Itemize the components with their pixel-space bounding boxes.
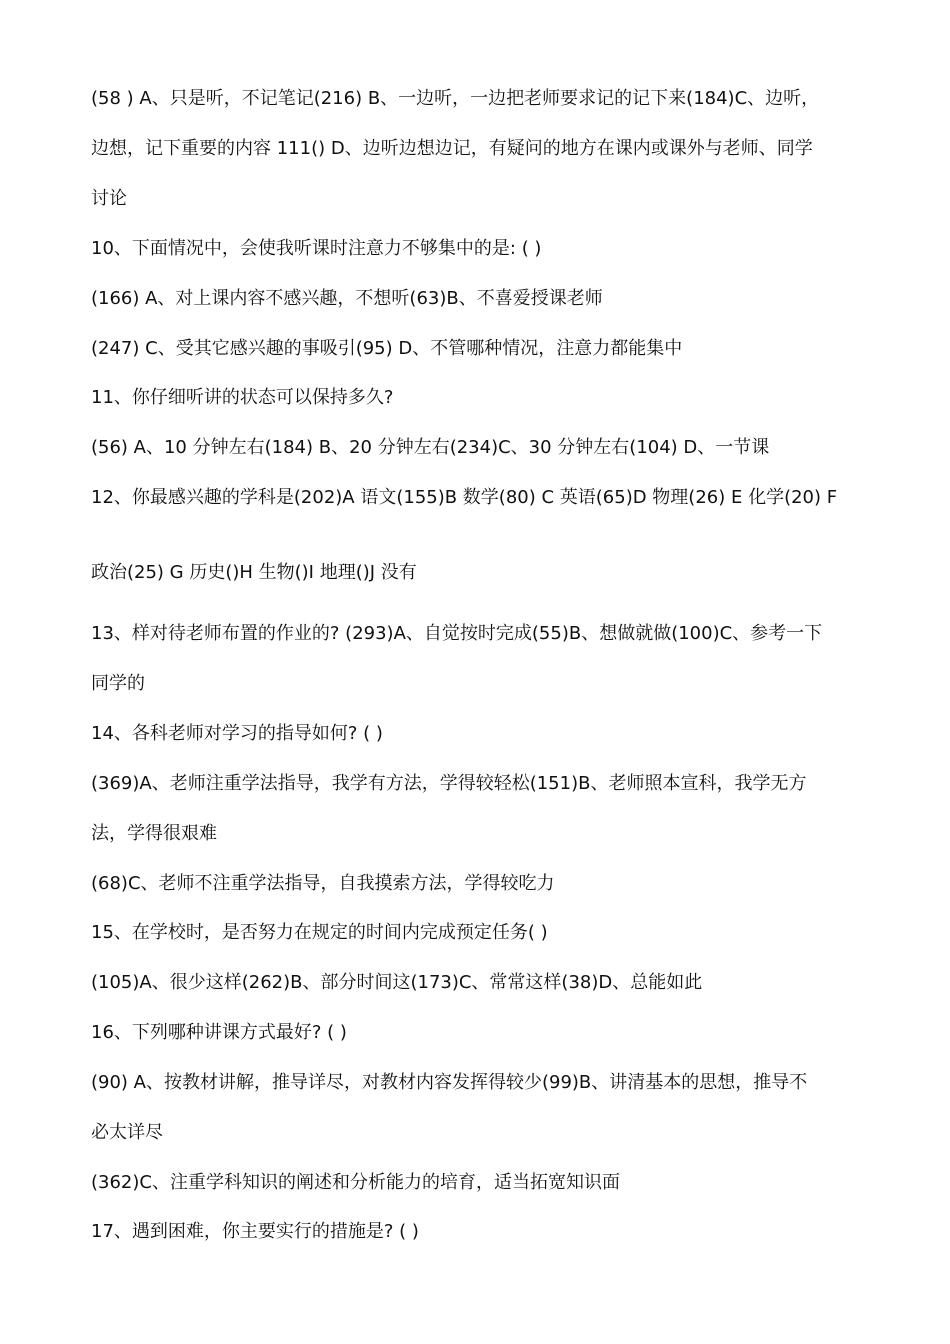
answer-line: (90) A、按教材讲解，推导详尽，对教材内容发挥得较少(99)B、讲清基本的思想，推导不	[91, 1072, 808, 1093]
question-line: 14、各科老师对学习的指导如何? ( )	[91, 723, 383, 744]
question-line: 10、下面情况中，会使我听课时注意力不够集中的是: ( )	[91, 238, 542, 259]
question-line: 16、下列哪种讲课方式最好? ( )	[91, 1022, 347, 1043]
text-line: 同学的	[91, 673, 145, 694]
question-line: 15、在学校时，是否努力在规定的时间内完成预定任务( )	[91, 922, 548, 943]
question-line: 11、你仔细听讲的状态可以保持多久?	[91, 387, 394, 408]
answer-line: (247) C、受其它感兴趣的事吸引(95) D、不管哪种情况，注意力都能集中	[91, 338, 683, 359]
question-line: 13、样对待老师布置的作业的? (293)A、自觉按时完成(55)B、想做就做(100)C、参考一下	[91, 623, 823, 644]
question-line: 17、遇到困难，你主要实行的措施是? ( )	[91, 1221, 419, 1242]
answer-line: (166) A、对上课内容不感兴趣，不想听(63)B、不喜爱授课老师	[91, 288, 603, 309]
question-line: 12、你最感兴趣的学科是(202)A 语文(155)B 数学(80) C 英语(65)D 物理(26) E 化学(20) F	[91, 487, 838, 508]
answer-line: (105)A、很少这样(262)B、部分时间这(173)C、常常这样(38)D、总能如此	[91, 972, 703, 993]
answer-line: (369)A、老师注重学法指导，我学有方法，学得较轻松(151)B、老师照本宣科，我学无方	[91, 773, 807, 794]
text-line: 必太详尽	[91, 1122, 163, 1143]
answer-line: (68)C、老师不注重学法指导，自我摸索方法，学得较吃力	[91, 873, 555, 894]
answer-line: (56) A、10 分钟左右(184) B、20 分钟左右(234)C、30 分钟左右(104) D、一节课	[91, 437, 770, 458]
answer-line: 政治(25) G 历史()H 生物()I 地理()J 没有	[91, 562, 417, 583]
text-line: 边想，记下重要的内容 111() D、边听边想边记，有疑问的地方在课内或课外与老师、同学	[91, 138, 813, 159]
text-line: 讨论	[91, 188, 127, 209]
answer-line: (362)C、注重学科知识的阐述和分析能力的培育，适当拓宽知识面	[91, 1172, 620, 1193]
text-line: (58 ) A、只是听，不记笔记(216) B、一边听，一边把老师要求记的记下来(184)C、边听，	[91, 88, 820, 109]
text-line: 法，学得很艰难	[91, 823, 217, 844]
